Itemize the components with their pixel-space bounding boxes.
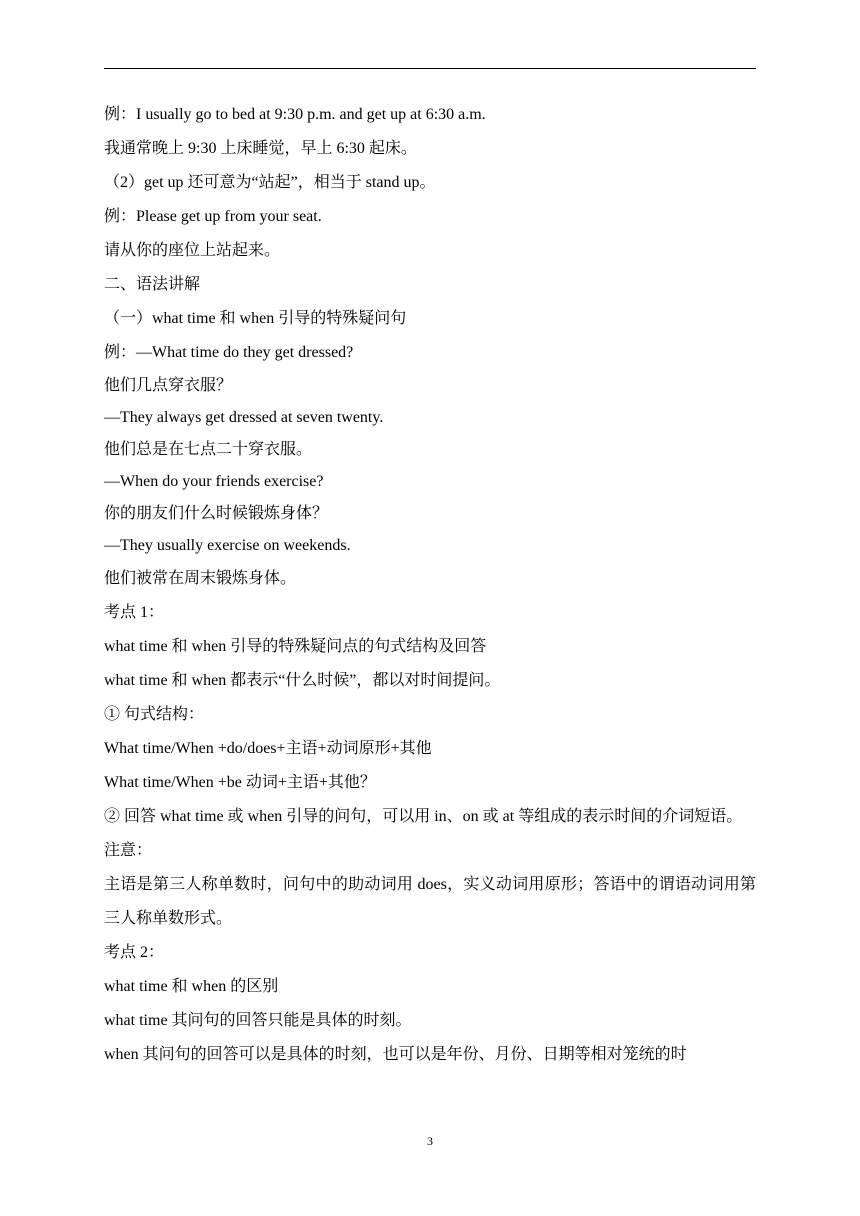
dialogue-line: —They usually exercise on weekends. bbox=[104, 537, 351, 554]
note-paragraph: 主语是第三人称单数时，问句中的助动词用 does，实义动词用原形；答语中的谓语动词用第三人称单数形式。 bbox=[104, 876, 756, 927]
answer-rule-paragraph: ② 回答 what time 或 when 引导的问句，可以用 in、on 或 at 等组成的表示时间的介词短语。 bbox=[104, 808, 743, 825]
key-point-label: 考点 2： bbox=[104, 944, 165, 961]
note-label: 注意： bbox=[104, 842, 153, 859]
example-translation: 请从你的座位上站起来。 bbox=[104, 242, 281, 259]
key-point-title: what time 和 when 引导的特殊疑问点的句式结构及回答 bbox=[104, 638, 487, 655]
dialogue-translation: 他们总是在七点二十穿衣服。 bbox=[104, 441, 313, 458]
key-point-text: what time 和 when 都表示“什么时候”，都以对时间提问。 bbox=[104, 672, 501, 689]
example-sentence: 例：I usually go to bed at 9:30 p.m. and get up at 6:30 a.m. bbox=[104, 106, 486, 123]
document-body bbox=[104, 98, 756, 1072]
dialogue-translation: 他们被常在周末锻炼身体。 bbox=[104, 570, 297, 587]
dialogue-translation: 他们几点穿衣服？ bbox=[104, 377, 233, 394]
example-sentence: 例：Please get up from your seat. bbox=[104, 208, 322, 225]
structure-label: ① 句式结构： bbox=[104, 706, 205, 723]
page-number: 3 bbox=[427, 1134, 433, 1148]
dialogue-translation: 你的朋友们什么时候锻炼身体？ bbox=[104, 505, 329, 522]
dialogue-line: —They always get dressed at seven twenty. bbox=[104, 409, 384, 426]
section-heading: 二、语法讲解 bbox=[104, 276, 201, 293]
header-rule bbox=[104, 68, 756, 69]
example-translation: 我通常晚上 9:30 上床睡觉，早上 6:30 起床。 bbox=[104, 140, 417, 157]
usage-note: （2）get up 还可意为“站起”，相当于 stand up。 bbox=[104, 174, 436, 191]
structure-formula: What time/When +do/does+主语+动词原形+其他 bbox=[104, 740, 432, 757]
structure-formula: What time/When +be 动词+主语+其他？ bbox=[104, 774, 376, 791]
dialogue-line: —When do your friends exercise? bbox=[104, 473, 324, 490]
dialogue-line: 例：—What time do they get dressed? bbox=[104, 344, 354, 361]
key-point-title: what time 和 when 的区别 bbox=[104, 978, 279, 995]
key-point-text: when 其问句的回答可以是具体的时刻，也可以是年份、月份、日期等相对笼统的时 bbox=[104, 1046, 687, 1063]
key-point-label: 考点 1： bbox=[104, 604, 165, 621]
key-point-text: what time 其问句的回答只能是具体的时刻。 bbox=[104, 1012, 412, 1029]
subsection-heading: （一）what time 和 when 引导的特殊疑问句 bbox=[104, 310, 407, 327]
